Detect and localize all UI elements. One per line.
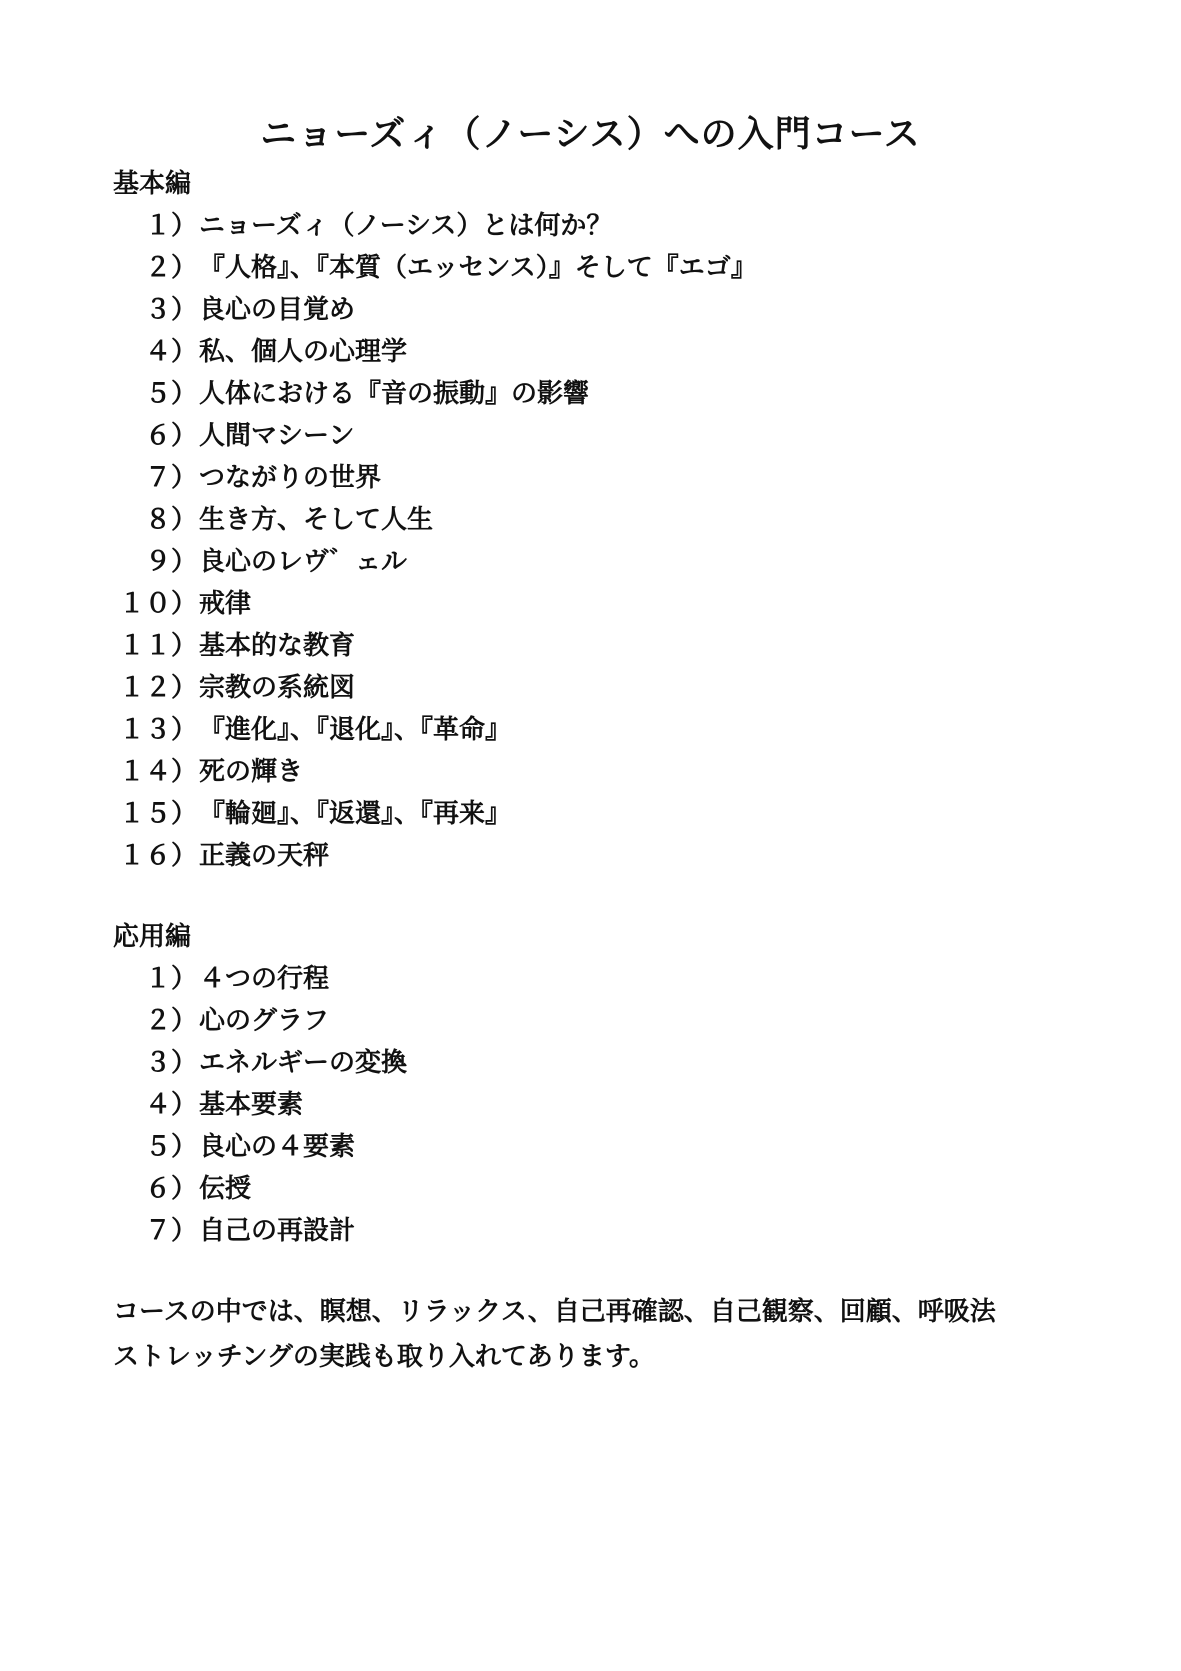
item-number: ２） [144,1006,197,1036]
item-label: 生き方、そして人生 [199,505,434,535]
item-number: ８） [144,505,197,535]
item-label: 良心のレヴ゛ェル [199,547,408,577]
list-item [113,415,757,457]
item-number: ７） [144,463,197,493]
item-number: ２） [144,253,197,283]
item-label: 『輪廻』、『返還』、『再来』 [199,799,512,829]
item-number: ５） [144,379,197,409]
item-label: 『人格』、『本質（エッセンス）』そして『エゴ』 [199,253,757,283]
item-number: １） [144,211,197,241]
list-item [113,709,757,751]
item-label: 人間マシーン [199,421,355,451]
list-item [113,1000,407,1042]
item-number: １０） [118,589,197,619]
item-number: １） [144,964,197,994]
list-item [113,1126,407,1168]
list-item [113,457,757,499]
item-label: 宗教の系統図 [199,673,356,703]
item-label: 良心の４要素 [199,1132,356,1162]
item-number: １４） [118,757,197,787]
item-label: つながりの世界 [199,463,382,493]
list-item [113,331,757,373]
list-item [113,205,757,247]
item-label: 私、個人の心理学 [199,337,408,367]
applied-section [113,916,407,1252]
item-label: ニョーズィ（ノーシス）とは何か？ [199,211,613,241]
item-number: ６） [144,1174,197,1204]
course-note-line-2: ストレッチングの実践も取り入れてあります。 [113,1342,655,1372]
item-label: 基本要素 [199,1090,304,1120]
item-label: 『進化』、『退化』、『革命』 [199,715,512,745]
item-label: 戒律 [199,589,252,619]
item-number: ４） [144,337,197,367]
list-item [113,1168,407,1210]
item-number: ５） [144,1132,197,1162]
item-label: 正義の天秤 [199,841,330,871]
basic-section [113,163,757,877]
item-label: ４つの行程 [199,964,330,994]
applied-section-heading: 応用編 [113,922,192,952]
item-number: １１） [118,631,197,661]
item-label: 良心の目覚め [199,295,356,325]
item-number: １６） [118,841,197,871]
item-label: 自己の再設計 [199,1216,356,1246]
item-label: 心のグラフ [199,1006,330,1036]
list-item [113,793,757,835]
list-item [113,1042,407,1084]
item-number: １３） [118,715,197,745]
item-label: エネルギーの変換 [199,1048,408,1078]
item-label: 基本的な教育 [199,631,356,661]
item-number: ３） [144,1048,197,1078]
item-number: １２） [118,673,197,703]
document-title: ニョーズィ（ノーシス）への入門コース [260,114,921,155]
basic-section-heading: 基本編 [113,169,192,199]
list-item [113,958,407,1000]
list-item [113,373,757,415]
list-item [113,541,757,583]
list-item [113,667,757,709]
item-number: ３） [144,295,197,325]
item-label: 伝授 [199,1174,252,1204]
list-item [113,751,757,793]
list-item [113,1084,407,1126]
course-note [113,1290,1093,1380]
list-item [113,583,757,625]
list-item [113,835,757,877]
item-label: 人体における『音の振動』の影響 [199,379,590,409]
list-item [113,499,757,541]
list-item [113,247,757,289]
item-number: ６） [144,421,197,451]
item-label: 死の輝き [199,757,304,787]
item-number: ４） [144,1090,197,1120]
item-number: ７） [144,1216,197,1246]
list-item [113,1210,407,1252]
course-note-line-1: コースの中では、瞑想、リラックス、自己再確認、自己観察、回顧、呼吸法 [113,1297,996,1327]
list-item [113,289,757,331]
item-number: １５） [118,799,197,829]
list-item [113,625,757,667]
item-number: ９） [144,547,197,577]
